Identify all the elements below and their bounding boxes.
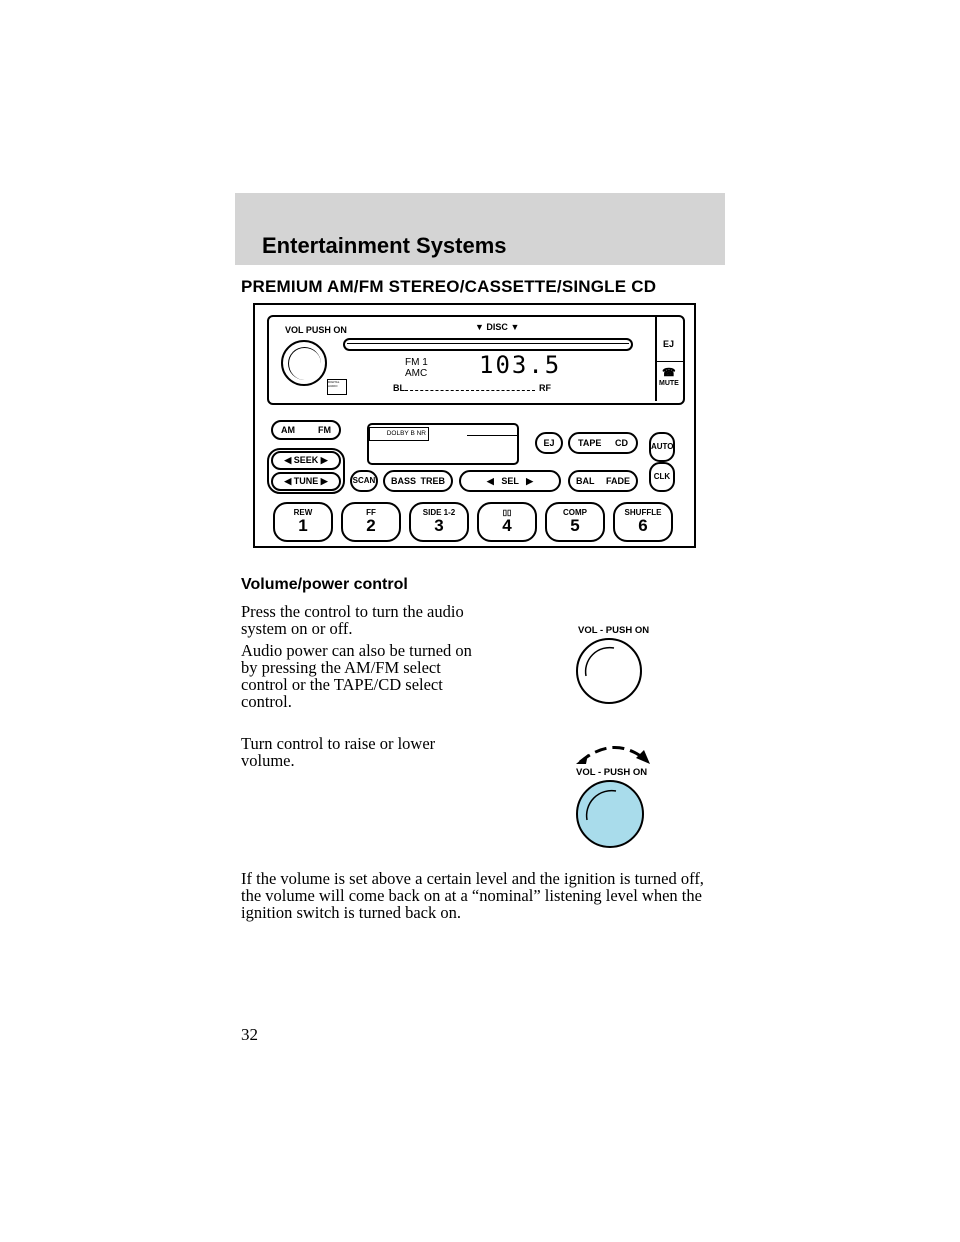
preset-number: 6 bbox=[638, 516, 648, 535]
tape-cd-button bbox=[568, 432, 638, 454]
preset-label: SIDE 1-2 bbox=[422, 508, 456, 517]
am-label: AM bbox=[281, 425, 295, 435]
treb-label: TREB bbox=[420, 476, 445, 486]
display-frequency: 103.5 bbox=[479, 351, 562, 379]
display-rf: RF bbox=[539, 383, 551, 393]
seek-button: ◀ SEEK ▶ bbox=[271, 451, 341, 470]
preset-3-button bbox=[409, 502, 469, 542]
scan-label: SCAN bbox=[352, 476, 376, 485]
knob-1-label: VOL - PUSH ON bbox=[578, 625, 650, 636]
preset-4-button bbox=[477, 502, 537, 542]
preset-number: 2 bbox=[366, 516, 376, 535]
logo-text: DIGITAL AUDIO bbox=[328, 380, 340, 388]
rotation-arrow-icon bbox=[574, 738, 654, 766]
preset-label: REW bbox=[293, 508, 313, 517]
disc-label-text: DISC bbox=[486, 322, 508, 332]
clk-label: CLK bbox=[653, 472, 671, 481]
paragraph-1: Press the control to turn the audio system on or off. bbox=[241, 602, 464, 638]
preset-number: 4 bbox=[502, 516, 512, 535]
tape-eject-button bbox=[535, 432, 563, 454]
paragraph-2: Audio power can also be turned on by pressing the AM/FM select control or the TAPE/CD select control. bbox=[241, 641, 472, 711]
bal-fade-button bbox=[568, 470, 638, 492]
scan-button bbox=[350, 470, 378, 492]
volume-knob-illustration bbox=[574, 636, 644, 706]
seek-label: SEEK bbox=[293, 455, 319, 465]
bass-label: BASS bbox=[391, 476, 417, 486]
subheading-volume-power-control: Volume/power control bbox=[241, 576, 408, 593]
fm-label: FM bbox=[318, 425, 331, 435]
bass-treb-button bbox=[383, 470, 453, 492]
tape-eject-label: EJ bbox=[543, 438, 555, 448]
clk-button bbox=[649, 462, 675, 492]
balance-indicator bbox=[405, 390, 535, 391]
display-amc: AMC bbox=[405, 368, 428, 379]
cassette-line bbox=[467, 435, 519, 436]
preset-label: FF bbox=[366, 508, 376, 517]
cd-slot bbox=[343, 338, 633, 351]
volume-knob bbox=[281, 340, 327, 386]
display-band: FM 1 bbox=[405, 357, 428, 368]
page-number: 32 bbox=[241, 1025, 258, 1044]
fade-label: FADE bbox=[605, 476, 630, 486]
compact-disc-logo bbox=[327, 379, 347, 395]
display-bl: BL bbox=[393, 383, 405, 393]
tune-button: ◀ TUNE ▶ bbox=[271, 472, 341, 491]
highlighted-volume-knob-illustration bbox=[574, 778, 646, 850]
paragraph-3: Turn control to raise or lower volume. bbox=[241, 734, 436, 770]
disc-label: ▼ DISC ▼ bbox=[475, 322, 520, 332]
dolby-text: DOLBY B NR bbox=[386, 430, 426, 437]
tape-label: TAPE bbox=[578, 438, 602, 448]
radio-faceplate-illustration bbox=[253, 303, 696, 548]
auto-label: AUTO bbox=[651, 442, 674, 451]
cd-label: CD bbox=[615, 438, 628, 448]
dolby-label bbox=[369, 427, 429, 441]
preset-label: COMP bbox=[563, 508, 587, 517]
bal-label: BAL bbox=[576, 476, 595, 486]
eject-mute-column bbox=[655, 317, 683, 401]
preset-2-button bbox=[341, 502, 401, 542]
preset-5-button bbox=[545, 502, 605, 542]
sel-label: SEL bbox=[501, 476, 519, 486]
preset-6-button bbox=[613, 502, 673, 542]
auto-button bbox=[649, 432, 675, 462]
preset-number: 1 bbox=[298, 516, 308, 535]
mute-label: MUTE bbox=[659, 380, 679, 387]
tune-label: TUNE bbox=[293, 476, 319, 486]
dolby-icon: ▯▯ bbox=[502, 508, 512, 517]
preset-number: 5 bbox=[570, 516, 580, 535]
knob-2-label: VOL - PUSH ON bbox=[576, 767, 648, 778]
section-title: PREMIUM AM/FM STEREO/CASSETTE/SINGLE CD bbox=[241, 277, 657, 296]
preset-number: 3 bbox=[434, 516, 444, 535]
eject-label: EJ bbox=[663, 339, 675, 349]
sel-button: ◀ SEL ▶ bbox=[459, 470, 561, 492]
preset-1-button bbox=[273, 502, 333, 542]
cd-slot-line bbox=[347, 343, 629, 344]
am-fm-button bbox=[271, 420, 341, 440]
phone-icon: ☎ bbox=[662, 367, 676, 379]
chapter-title: Entertainment Systems bbox=[262, 233, 507, 258]
paragraph-4: If the volume is set above a certain level and the ignition is turned off, the volume will come back on at a “nominal” listening level when the ignition switch is turned back on. bbox=[241, 869, 704, 922]
vol-push-on-label: VOL PUSH ON bbox=[285, 325, 347, 335]
preset-label: SHUFFLE bbox=[624, 508, 662, 517]
eject-mute-divider bbox=[657, 361, 683, 362]
